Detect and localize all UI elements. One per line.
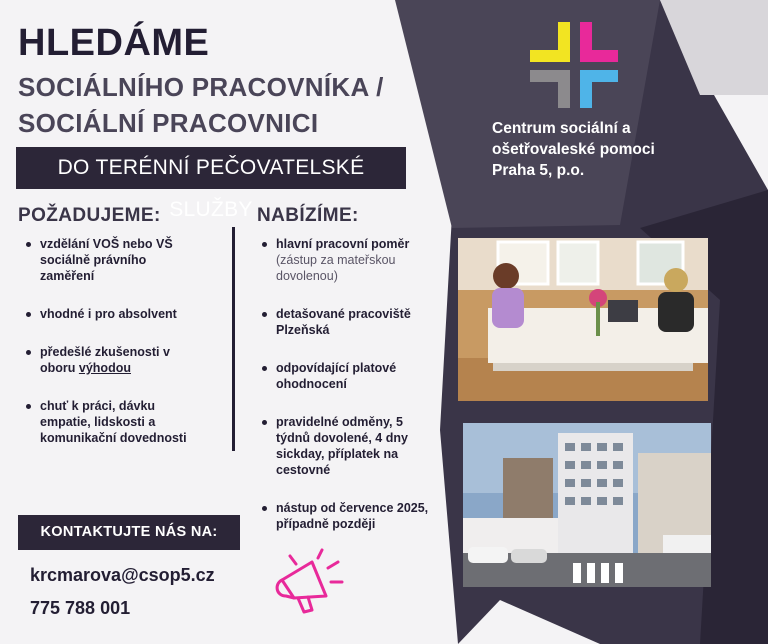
list-item: pravidelné odměny, 5 týdnů dovolené, 4 dny sickday, příplatek na cestovné [260, 414, 450, 478]
requirements-list [24, 236, 229, 446]
megaphone-icon [268, 540, 350, 618]
list-item: nástup od července 2025, případně později [260, 500, 450, 532]
contact-heading: KONTAKTUJTE NÁS NA: [18, 515, 240, 550]
org-name-line2: ošetřovaleské pomoci [492, 141, 655, 158]
cross-logo-icon [530, 22, 620, 110]
list-item: chuť k práci, dávku empatie, lidskosti a komunikační dovednosti [24, 398, 229, 446]
organization-name [492, 118, 702, 181]
subtitle-line1: SOCIÁLNÍHO PRACOVNÍKA / [18, 72, 384, 102]
list-item: vhodné i pro absolvent [24, 306, 229, 322]
list-item: předešlé zkušenosti v oboru výhodou [24, 344, 229, 376]
service-banner: DO TERÉNNÍ PEČOVATELSKÉ SLUŽBY [16, 147, 406, 189]
offers-list [260, 236, 450, 532]
offers-heading: NABÍZÍME: [257, 205, 359, 226]
org-name-line1: Centrum sociální a [492, 120, 631, 137]
building-photo [463, 423, 711, 587]
list-item: hlavní pracovní poměr (zástup za mateřskou dovolenou) [260, 236, 450, 284]
subtitle-line2: SOCIÁLNÍ PRACOVNICI [18, 108, 319, 138]
list-item: detašované pracoviště Plzeňská [260, 306, 450, 338]
page-title: HLEDÁME [18, 22, 210, 64]
list-item: vzdělání VOŠ nebo VŠ sociálně právního zaměření [24, 236, 229, 284]
list-item: odpovídající platové ohodnocení [260, 360, 450, 392]
contact-phone[interactable]: 775 788 001 [30, 598, 131, 618]
requirements-heading: POŽADUJEME: [18, 205, 161, 226]
org-name-line3: Praha 5, p.o. [492, 162, 585, 179]
contact-email[interactable]: krcmarova@csop5.cz [30, 565, 215, 585]
office-photo [458, 238, 708, 401]
column-divider [232, 227, 235, 451]
